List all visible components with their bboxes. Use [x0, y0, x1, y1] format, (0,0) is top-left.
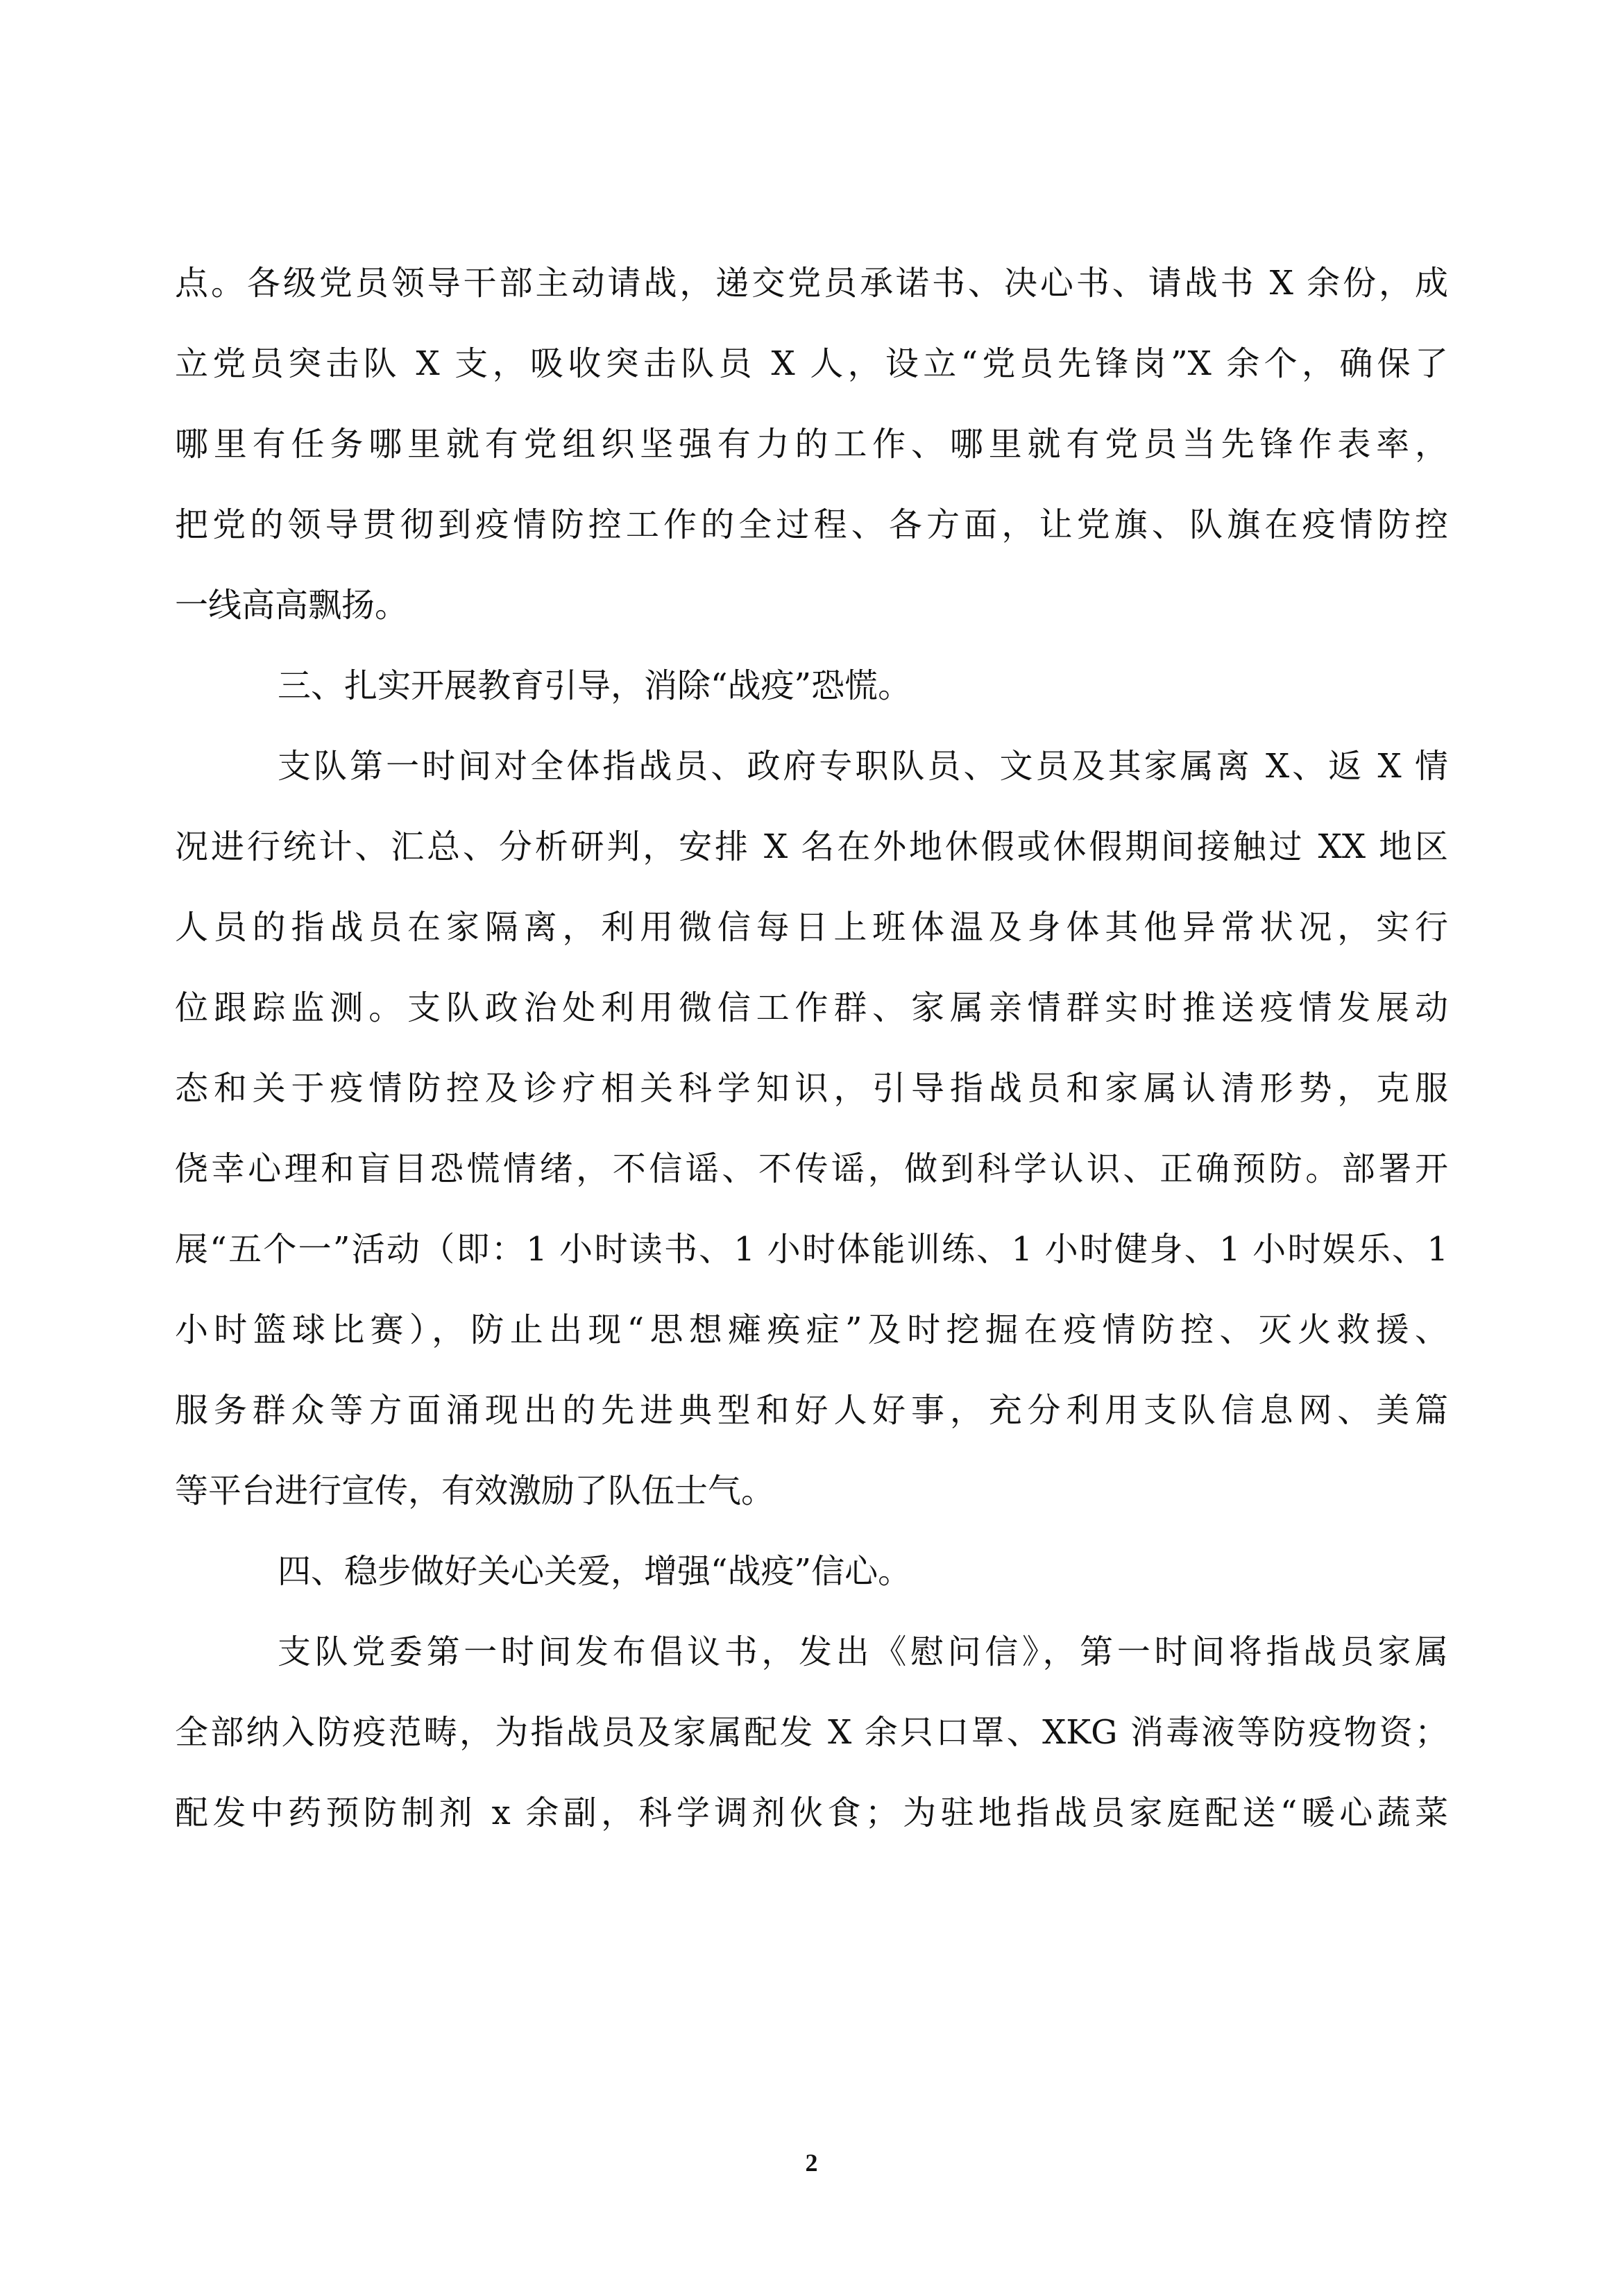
text-line: 态和关于疫情防控及诊疗相关科学知识，引导指战员和家属认清形势，克服: [175, 1069, 1448, 1108]
text-line: 位跟踪监测。支队政治处利用微信工作群、家属亲情群实时推送疫情发展动: [175, 988, 1448, 1027]
text-line: 小时篮球比赛），防止出现“思想瘫痪症”及时挖掘在疫情防控、灭火救援、: [175, 1310, 1448, 1349]
text-line: 支队党委第一时间发布倡议书，发出《慰问信》，第一时间将指战员家属: [278, 1632, 1448, 1671]
text-line: 哪里有任务哪里就有党组织坚强有力的工作、哪里就有党员当先锋作表率，: [175, 425, 1448, 464]
paragraph-care: [175, 1612, 1448, 1853]
text-line: 一线高高飘扬。: [175, 586, 409, 625]
text-line: 服务群众等方面涌现出的先进典型和好人好事，充分利用支队信息网、美篇: [175, 1391, 1448, 1430]
text-line: 等平台进行宣传，有效激励了队伍士气。: [175, 1471, 775, 1510]
text-line: 展“五个一”活动（即：1 小时读书、1 小时体能训练、1 小时健身、1 小时娱乐、1: [175, 1230, 1448, 1269]
section-heading-3: 三、扎实开展教育引导，消除“战疫”恐慌。: [278, 666, 912, 705]
text-line: 人员的指战员在家隔离，利用微信每日上班体温及身体其他异常状况，实行: [175, 908, 1448, 947]
document-body: [175, 243, 1448, 1853]
text-line: 况进行统计、汇总、分析研判，安排 X 名在外地休假或休假期间接触过 XX 地区: [175, 827, 1448, 866]
text-line: 配发中药预防制剂 x 余副，科学调剂伙食；为驻地指战员家庭配送“暖心蔬菜: [175, 1793, 1448, 1832]
text-line: 把党的领导贯彻到疫情防控工作的全过程、各方面，让党旗、队旗在疫情防控: [175, 505, 1448, 544]
text-line: 全部纳入防疫范畴，为指战员及家属配发 X 余只口罩、XKG 消毒液等防疫物资；: [175, 1713, 1448, 1752]
paragraph-education-guidance: [175, 726, 1448, 1531]
section-heading-4: 四、稳步做好关心关爱，增强“战疫”信心。: [278, 1552, 912, 1591]
paragraph-party-members: [175, 243, 1448, 645]
text-line: 点。各级党员领导干部主动请战，递交党员承诺书、决心书、请战书 X 余份，成: [175, 264, 1448, 303]
text-line: 支队第一时间对全体指战员、政府专职队员、文员及其家属离 X、返 X 情: [278, 747, 1448, 786]
text-line: 侥幸心理和盲目恐慌情绪，不信谣、不传谣，做到科学认识、正确预防。部署开: [175, 1149, 1448, 1188]
text-line: 立党员突击队 X 支，吸收突击队员 X 人，设立“党员先锋岗”X 余个，确保了: [175, 344, 1448, 383]
page-number: 2: [805, 2149, 818, 2177]
